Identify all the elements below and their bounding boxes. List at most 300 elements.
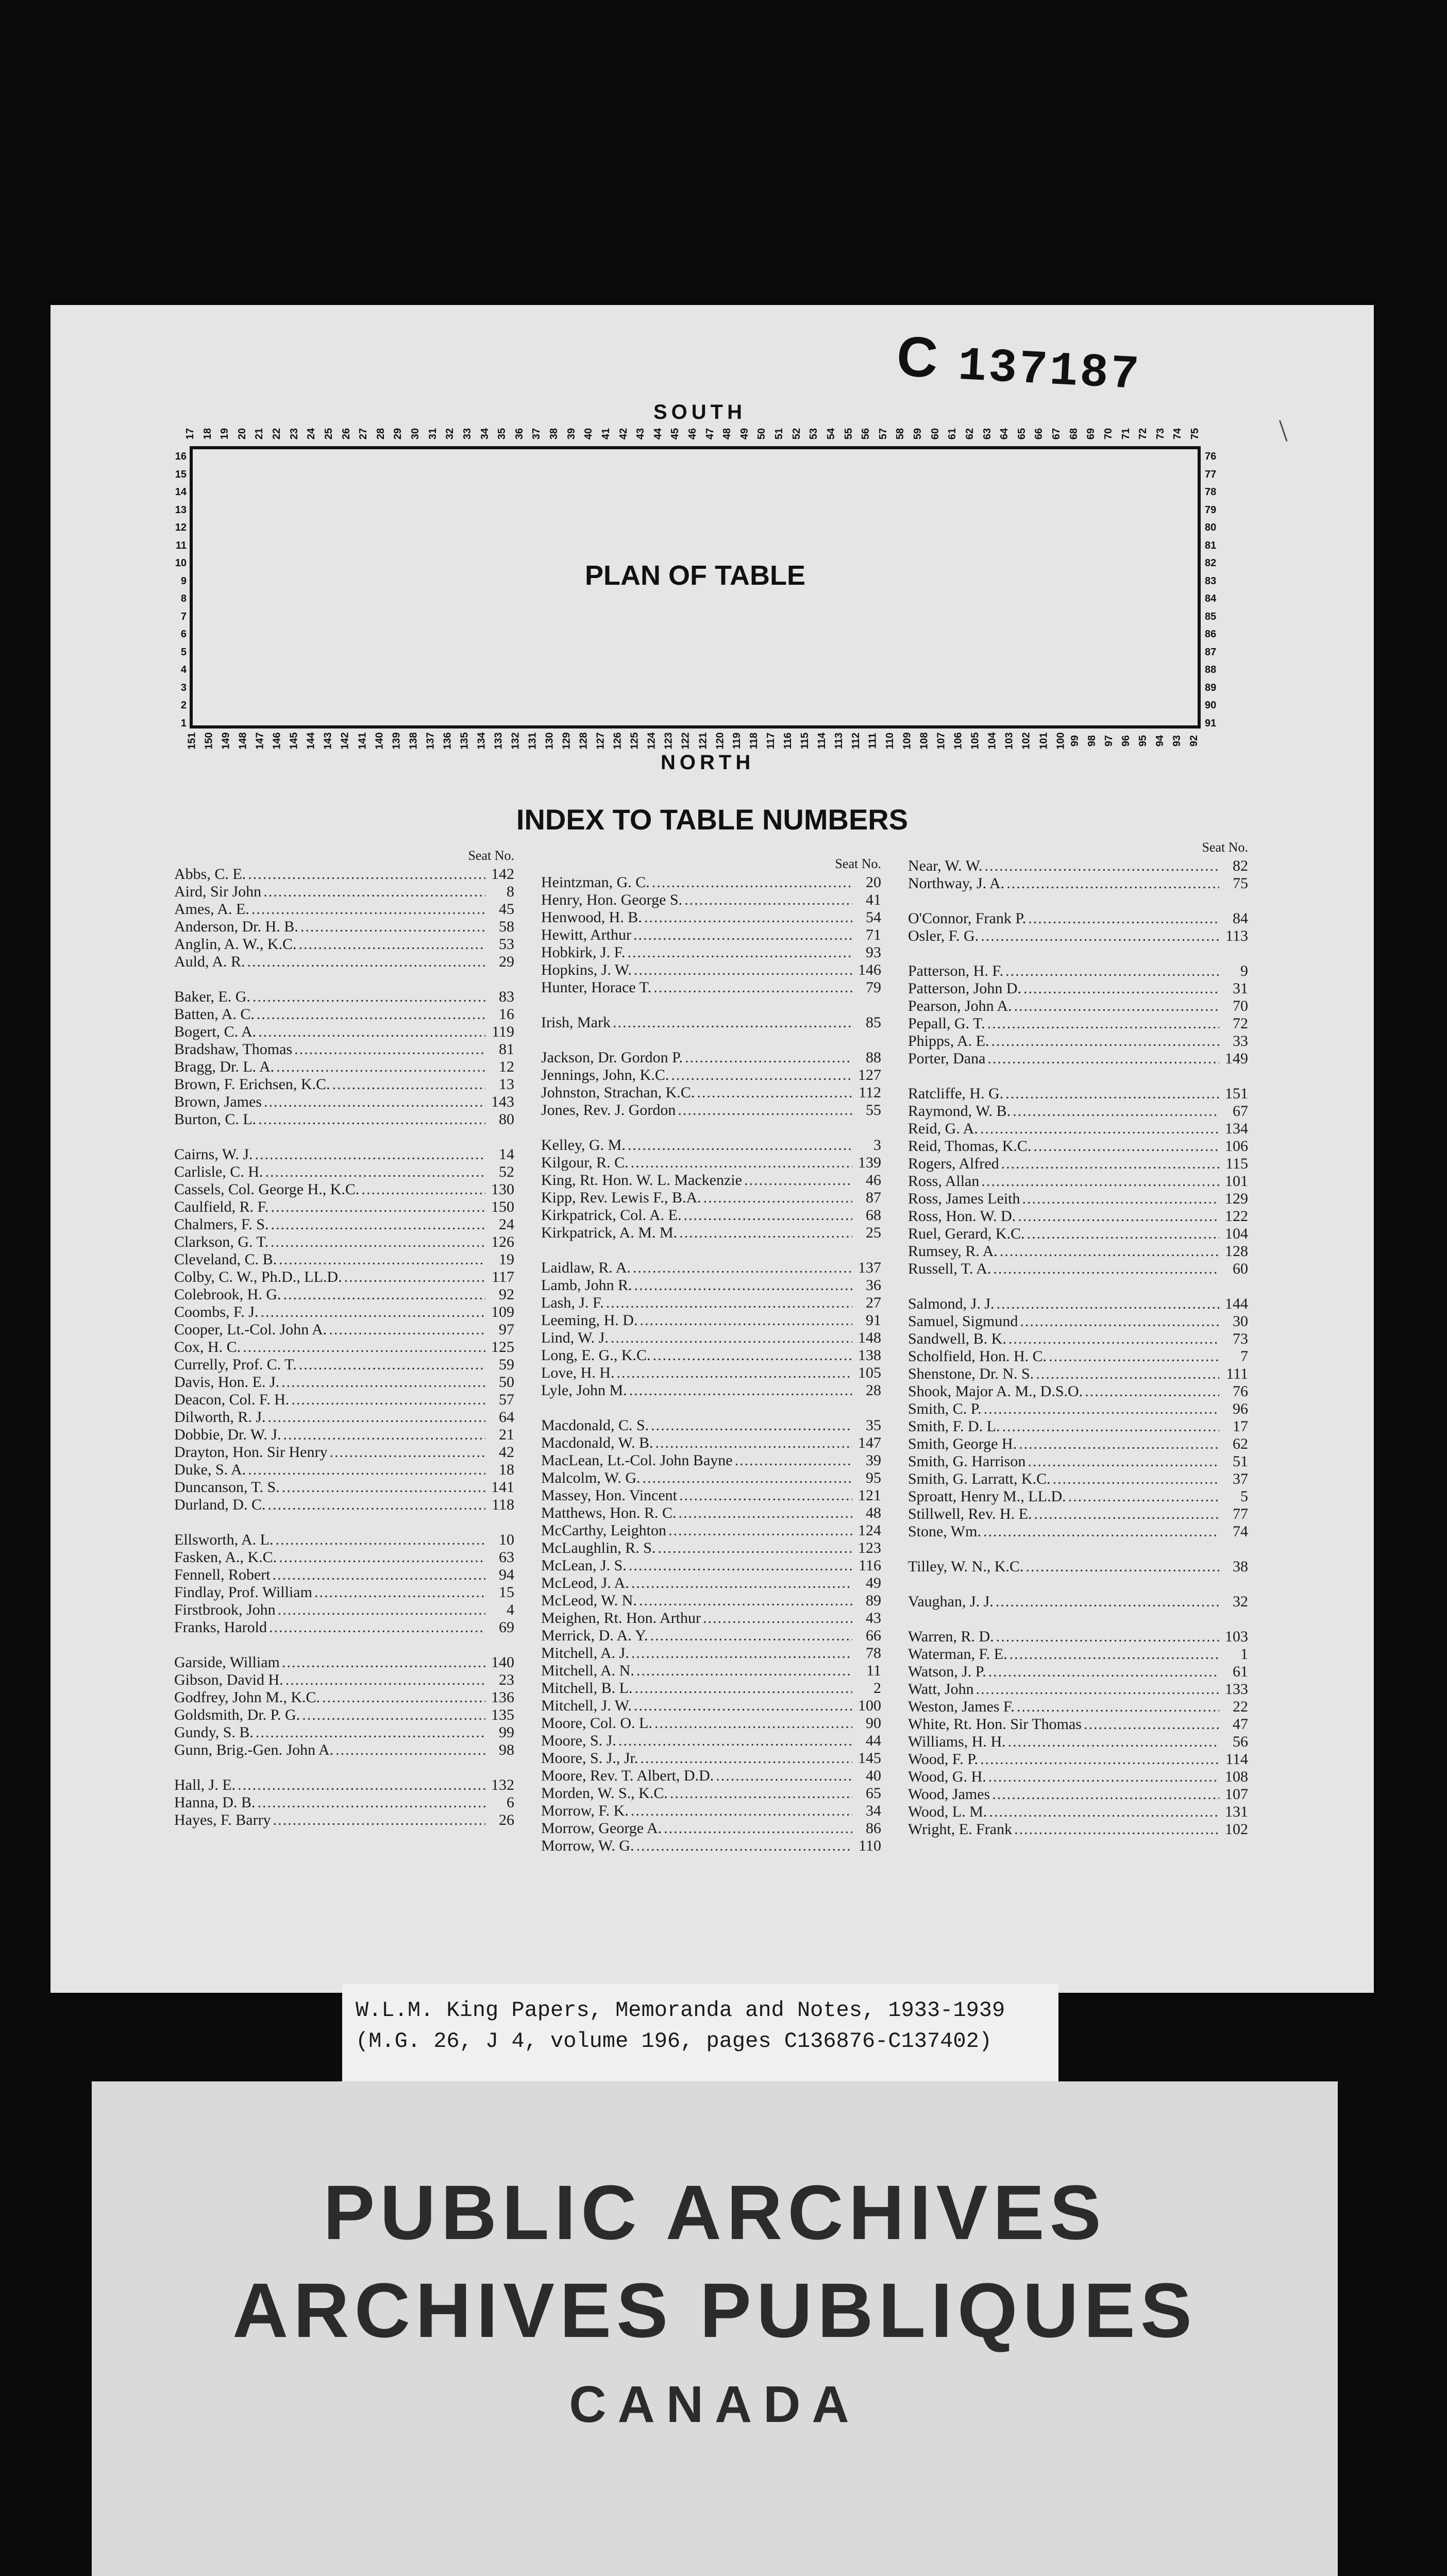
entry-name: Ellsworth, A. L. bbox=[174, 1531, 274, 1548]
seat-number: 9 bbox=[180, 575, 187, 587]
leader-dots bbox=[299, 1356, 485, 1374]
entry-name: Firstbrook, John bbox=[174, 1601, 276, 1618]
index-entry bbox=[541, 1049, 881, 1066]
leader-dots bbox=[679, 1224, 852, 1242]
leader-dots bbox=[633, 1259, 852, 1277]
entry-seat-number: 129 bbox=[1225, 1190, 1248, 1207]
leader-dots bbox=[238, 1776, 485, 1794]
entry-seat-number: 51 bbox=[1233, 1453, 1248, 1470]
entry-seat-number: 142 bbox=[491, 866, 514, 883]
leader-dots bbox=[1023, 980, 1219, 997]
entry-seat-number: 17 bbox=[1233, 1418, 1248, 1435]
seat-number: 29 bbox=[392, 428, 404, 440]
leader-dots bbox=[735, 1452, 852, 1469]
leader-dots bbox=[679, 1487, 852, 1504]
index-entry bbox=[541, 1487, 881, 1504]
index-entry bbox=[541, 1347, 881, 1364]
seat-number: 58 bbox=[895, 428, 906, 440]
leader-dots bbox=[634, 961, 852, 979]
leader-dots bbox=[1008, 1330, 1219, 1348]
index-entry bbox=[174, 1374, 514, 1391]
entry-name: Stillwell, Rev. H. E. bbox=[908, 1505, 1032, 1522]
index-entry bbox=[908, 927, 1248, 945]
leader-dots bbox=[983, 1523, 1219, 1540]
leader-dots bbox=[1085, 1383, 1219, 1400]
entry-seat-number: 115 bbox=[1225, 1155, 1248, 1172]
entry-seat-number: 21 bbox=[499, 1426, 514, 1443]
letter-group-gap bbox=[541, 1399, 881, 1417]
entry-name: Porter, Dana bbox=[908, 1050, 986, 1067]
seat-number: 124 bbox=[646, 732, 658, 750]
entry-seat-number: 85 bbox=[866, 1014, 881, 1031]
entry-name: Stone, Wm. bbox=[908, 1523, 981, 1540]
entry-name: Scholfield, Hon. H. C. bbox=[908, 1348, 1047, 1365]
entry-name: Gundy, S. B. bbox=[174, 1724, 254, 1741]
index-entry bbox=[541, 1014, 881, 1031]
leader-dots bbox=[670, 1785, 852, 1802]
entry-name: Weston, James F. bbox=[908, 1698, 1015, 1715]
entry-name: Kilgour, R. C. bbox=[541, 1154, 629, 1171]
index-entry bbox=[174, 1566, 514, 1584]
leader-dots bbox=[1013, 1103, 1219, 1120]
entry-seat-number: 25 bbox=[866, 1224, 881, 1241]
entry-seat-number: 61 bbox=[1233, 1663, 1248, 1680]
seat-number: 33 bbox=[462, 428, 474, 440]
entry-seat-number: 123 bbox=[858, 1539, 881, 1556]
leader-dots bbox=[258, 1111, 485, 1128]
index-entry bbox=[541, 1557, 881, 1574]
index-entry bbox=[174, 1181, 514, 1198]
entry-name: Waterman, F. E. bbox=[908, 1646, 1007, 1663]
entry-name: Anglin, A. W., K.C. bbox=[174, 936, 297, 953]
index-entry bbox=[908, 1751, 1248, 1768]
leader-dots bbox=[1053, 1470, 1219, 1488]
leader-dots bbox=[329, 1321, 485, 1338]
entry-name: Lash, J. F. bbox=[541, 1294, 604, 1311]
seat-number: 56 bbox=[860, 428, 872, 440]
plan-title: PLAN OF TABLE bbox=[585, 560, 805, 591]
seat-number: 83 bbox=[1205, 575, 1217, 587]
leader-dots bbox=[991, 1032, 1219, 1050]
entry-name: Ross, Hon. W. D. bbox=[908, 1208, 1016, 1225]
leader-dots bbox=[1000, 1243, 1219, 1260]
entry-seat-number: 27 bbox=[866, 1294, 881, 1311]
seat-number: 101 bbox=[1038, 732, 1050, 750]
leader-dots bbox=[335, 1741, 485, 1759]
index-entry bbox=[908, 1716, 1248, 1733]
entry-seat-number: 20 bbox=[866, 874, 881, 891]
seat-number: 86 bbox=[1205, 629, 1217, 640]
seat-number: 67 bbox=[1051, 428, 1063, 440]
letter-group-gap bbox=[541, 1119, 881, 1137]
seat-number: 3 bbox=[180, 682, 187, 693]
leader-dots bbox=[243, 1338, 485, 1356]
index-entry bbox=[541, 1277, 881, 1294]
seat-number: 42 bbox=[617, 428, 629, 440]
seat-number: 118 bbox=[748, 732, 760, 750]
seat-number: 71 bbox=[1120, 428, 1132, 440]
index-entry bbox=[908, 1225, 1248, 1243]
entry-seat-number: 136 bbox=[491, 1689, 514, 1706]
entry-seat-number: 34 bbox=[866, 1802, 881, 1819]
seat-number: 122 bbox=[680, 732, 692, 750]
seat-number: 107 bbox=[935, 732, 947, 750]
leader-dots bbox=[332, 1076, 485, 1093]
index-entry bbox=[908, 1015, 1248, 1032]
entry-name: Wood, G. H. bbox=[908, 1768, 986, 1785]
entry-seat-number: 3 bbox=[873, 1137, 881, 1154]
entry-name: Lyle, John M. bbox=[541, 1382, 627, 1399]
entry-seat-number: 42 bbox=[499, 1444, 514, 1461]
entry-seat-number: 19 bbox=[499, 1251, 514, 1268]
leader-dots bbox=[655, 1434, 853, 1452]
entry-name: Davis, Hon. E. J. bbox=[174, 1374, 280, 1391]
index-entry bbox=[174, 1671, 514, 1689]
entry-name: Goldsmith, Dr. P. G. bbox=[174, 1706, 300, 1723]
index-entry bbox=[908, 1698, 1248, 1716]
seat-number: 136 bbox=[442, 732, 453, 750]
entry-seat-number: 125 bbox=[491, 1338, 514, 1355]
entry-name: Bragg, Dr. L. A. bbox=[174, 1058, 275, 1075]
leader-dots bbox=[653, 979, 852, 996]
seat-number: 61 bbox=[947, 428, 958, 440]
seat-number: 119 bbox=[731, 732, 743, 750]
entry-seat-number: 1 bbox=[1240, 1646, 1248, 1663]
leader-dots bbox=[1036, 1365, 1219, 1383]
entry-name: Patterson, H. F. bbox=[908, 962, 1004, 979]
index-entry bbox=[174, 1619, 514, 1636]
entry-name: McLaughlin, R. S. bbox=[541, 1539, 656, 1556]
entry-seat-number: 144 bbox=[1225, 1295, 1248, 1312]
leader-dots bbox=[322, 1689, 485, 1706]
seat-number: 141 bbox=[357, 732, 368, 750]
entry-seat-number: 15 bbox=[499, 1584, 514, 1601]
index-entry bbox=[908, 1786, 1248, 1803]
seat-number: 88 bbox=[1205, 664, 1217, 676]
entry-seat-number: 130 bbox=[491, 1181, 514, 1198]
entry-seat-number: 143 bbox=[491, 1093, 514, 1110]
caption-line-1: W.L.M. King Papers, Memoranda and Notes, 1933-1939 bbox=[356, 1998, 1005, 2023]
leader-dots bbox=[1008, 1733, 1219, 1751]
leader-dots bbox=[997, 1295, 1219, 1313]
seat-number: 57 bbox=[877, 428, 889, 440]
leader-dots bbox=[282, 1654, 485, 1671]
entry-name: Mitchell, B. L. bbox=[541, 1680, 633, 1697]
index-entry bbox=[908, 1453, 1248, 1470]
seat-number: 36 bbox=[513, 428, 525, 440]
seat-number: 134 bbox=[476, 732, 487, 750]
entry-name: Auld, A. R. bbox=[174, 953, 245, 970]
entry-seat-number: 29 bbox=[499, 953, 514, 970]
seat-number: 76 bbox=[1205, 451, 1217, 462]
leader-dots bbox=[631, 1645, 852, 1662]
entry-name: Jackson, Dr. Gordon P. bbox=[541, 1049, 683, 1066]
index-entry bbox=[541, 961, 881, 979]
index-entry bbox=[541, 944, 881, 961]
entry-seat-number: 10 bbox=[499, 1531, 514, 1548]
entry-seat-number: 11 bbox=[866, 1662, 881, 1679]
index-entry bbox=[174, 1444, 514, 1461]
entry-seat-number: 48 bbox=[866, 1504, 881, 1521]
entry-name: Rogers, Alfred bbox=[908, 1155, 999, 1172]
leader-dots bbox=[636, 1837, 852, 1855]
entry-seat-number: 81 bbox=[499, 1041, 514, 1058]
letter-group-gap bbox=[541, 996, 881, 1014]
seat-number: 21 bbox=[254, 428, 265, 440]
seat-number: 60 bbox=[929, 428, 941, 440]
letter-group-gap bbox=[174, 1759, 514, 1776]
index-entry bbox=[908, 1470, 1248, 1488]
seat-number: 111 bbox=[867, 733, 879, 749]
leader-dots bbox=[639, 1592, 852, 1609]
entry-seat-number: 126 bbox=[491, 1233, 514, 1250]
index-entry bbox=[541, 1382, 881, 1399]
leader-dots bbox=[1017, 1698, 1219, 1716]
seat-number: 43 bbox=[635, 428, 647, 440]
entry-seat-number: 60 bbox=[1233, 1260, 1248, 1277]
leader-dots bbox=[658, 1539, 853, 1557]
seat-number: 1 bbox=[180, 718, 187, 729]
entry-seat-number: 112 bbox=[859, 1084, 881, 1101]
leader-dots bbox=[257, 1794, 485, 1811]
entry-seat-number: 104 bbox=[1225, 1225, 1248, 1242]
index-entry bbox=[908, 980, 1248, 997]
letter-group-gap bbox=[908, 1575, 1248, 1593]
seat-number: 113 bbox=[833, 732, 845, 750]
entry-name: McLean, J. S. bbox=[541, 1557, 627, 1574]
entry-name: McLeod, W. N. bbox=[541, 1592, 637, 1609]
leader-dots bbox=[271, 1216, 485, 1233]
leader-dots bbox=[251, 901, 485, 918]
seat-number: 80 bbox=[1205, 522, 1217, 534]
seat-number: 115 bbox=[799, 732, 811, 750]
seat-number: 95 bbox=[1137, 735, 1149, 747]
leader-dots bbox=[634, 1277, 852, 1294]
entry-seat-number: 46 bbox=[866, 1172, 881, 1189]
entry-seat-number: 22 bbox=[1233, 1698, 1248, 1715]
leader-dots bbox=[618, 1732, 852, 1750]
leader-dots bbox=[984, 1400, 1219, 1418]
index-entry bbox=[174, 1549, 514, 1566]
entry-name: Mitchell, A. J. bbox=[541, 1645, 629, 1662]
index-entry bbox=[908, 1593, 1248, 1611]
seat-number: 148 bbox=[237, 732, 249, 750]
entry-name: Russell, T. A. bbox=[908, 1260, 991, 1277]
index-entry bbox=[541, 979, 881, 996]
index-entry bbox=[541, 926, 881, 944]
entry-seat-number: 94 bbox=[499, 1566, 514, 1583]
leader-dots bbox=[271, 1233, 485, 1251]
leader-dots bbox=[1002, 1418, 1219, 1435]
entry-name: Clarkson, G. T. bbox=[174, 1233, 269, 1250]
entry-name: Cox, H. C. bbox=[174, 1338, 241, 1355]
entry-seat-number: 103 bbox=[1225, 1628, 1248, 1645]
index-entry bbox=[174, 1409, 514, 1426]
leader-dots bbox=[653, 1347, 853, 1364]
entry-seat-number: 118 bbox=[492, 1496, 514, 1513]
archives-line-country: CANADA bbox=[569, 2376, 861, 2433]
entry-name: Jones, Rev. J. Gordon bbox=[541, 1101, 676, 1118]
leader-dots bbox=[643, 1469, 853, 1487]
entry-name: Smith, George H. bbox=[908, 1435, 1017, 1452]
entry-name: Morrow, F. K. bbox=[541, 1802, 629, 1819]
index-entry bbox=[174, 1776, 514, 1794]
index-entry bbox=[541, 891, 881, 909]
seat-number: 10 bbox=[175, 557, 187, 569]
seat-number: 135 bbox=[459, 732, 470, 750]
document-page bbox=[51, 305, 1374, 1993]
entry-name: Watson, J. P. bbox=[908, 1663, 986, 1680]
index-entry bbox=[541, 1207, 881, 1224]
letter-group-gap bbox=[174, 1128, 514, 1146]
entry-name: Smith, C. P. bbox=[908, 1400, 982, 1417]
entry-name: King, Rt. Hon. W. L. Mackenzie bbox=[541, 1172, 742, 1189]
seat-number: 121 bbox=[697, 732, 709, 750]
index-entry bbox=[541, 1417, 881, 1434]
entry-seat-number: 31 bbox=[1233, 980, 1248, 997]
letter-group-gap bbox=[541, 1242, 881, 1259]
index-entry bbox=[541, 1101, 881, 1119]
entry-seat-number: 54 bbox=[866, 909, 881, 926]
entry-seat-number: 150 bbox=[491, 1198, 514, 1215]
entry-seat-number: 33 bbox=[1233, 1032, 1248, 1049]
entry-name: Warren, R. D. bbox=[908, 1628, 994, 1645]
entry-seat-number: 91 bbox=[866, 1312, 881, 1329]
entry-name: Deacon, Col. F. H. bbox=[174, 1391, 290, 1408]
seat-number: 140 bbox=[374, 732, 385, 750]
entry-name: Caulfield, R. F. bbox=[174, 1198, 269, 1215]
seat-number: 114 bbox=[816, 732, 828, 750]
seat-number: 93 bbox=[1171, 735, 1183, 747]
index-entry bbox=[541, 1609, 881, 1627]
entry-name: Ames, A. E. bbox=[174, 901, 249, 918]
entry-seat-number: 52 bbox=[499, 1163, 514, 1180]
index-entry bbox=[908, 1155, 1248, 1173]
entry-seat-number: 110 bbox=[859, 1837, 881, 1854]
leader-dots bbox=[361, 1181, 485, 1198]
index-entry bbox=[541, 1802, 881, 1820]
index-entry bbox=[541, 1084, 881, 1101]
entry-name: Johnston, Strachan, K.C. bbox=[541, 1084, 695, 1101]
seat-number: 72 bbox=[1137, 428, 1149, 440]
archives-line-fr: ARCHIVES PUBLIQUES bbox=[232, 2267, 1197, 2353]
entry-name: Morrow, George A. bbox=[541, 1820, 662, 1837]
seat-number: 90 bbox=[1205, 700, 1217, 711]
index-entry bbox=[908, 1681, 1248, 1698]
index-entry bbox=[541, 1539, 881, 1557]
leader-dots bbox=[263, 883, 485, 901]
seat-number: 35 bbox=[496, 428, 508, 440]
seat-number: 27 bbox=[358, 428, 369, 440]
entry-seat-number: 127 bbox=[858, 1066, 881, 1083]
seat-number: 68 bbox=[1068, 428, 1080, 440]
index-entry bbox=[174, 936, 514, 953]
index-entry bbox=[908, 1243, 1248, 1260]
entry-name: Moore, S. J., Jr. bbox=[541, 1750, 638, 1767]
seat-number: 24 bbox=[306, 428, 317, 440]
entry-name: Cleveland, C. B. bbox=[174, 1251, 277, 1268]
leader-dots bbox=[256, 1724, 485, 1741]
seat-number: 127 bbox=[595, 732, 607, 750]
entry-seat-number: 93 bbox=[866, 944, 881, 961]
leader-dots bbox=[989, 1803, 1219, 1821]
entry-seat-number: 58 bbox=[499, 918, 514, 935]
index-entry bbox=[174, 1321, 514, 1338]
plan-of-table bbox=[190, 446, 1201, 728]
plan-north-label: NORTH bbox=[661, 751, 755, 774]
index-entry bbox=[174, 1146, 514, 1163]
entry-seat-number: 63 bbox=[499, 1549, 514, 1566]
entry-name: Henwood, H. B. bbox=[541, 909, 642, 926]
leader-dots bbox=[260, 1303, 485, 1321]
entry-name: Gunn, Brig.-Gen. John A. bbox=[174, 1741, 334, 1758]
index-entry bbox=[908, 1190, 1248, 1208]
index-entry bbox=[174, 1794, 514, 1811]
entry-seat-number: 70 bbox=[1233, 997, 1248, 1014]
entry-name: Batten, A. C. bbox=[174, 1006, 255, 1023]
entry-name: Ruel, Gerard, K.C. bbox=[908, 1225, 1025, 1242]
index-entry bbox=[541, 1137, 881, 1154]
leader-dots bbox=[634, 1680, 852, 1697]
leader-dots bbox=[314, 1584, 485, 1601]
entry-name: McLeod, J. A. bbox=[541, 1574, 629, 1591]
index-entry bbox=[174, 901, 514, 918]
entry-seat-number: 57 bbox=[499, 1391, 514, 1408]
entry-seat-number: 56 bbox=[1233, 1733, 1248, 1750]
entry-name: Hanna, D. B. bbox=[174, 1794, 256, 1811]
plan-south-label: SOUTH bbox=[653, 401, 746, 423]
entry-seat-number: 66 bbox=[866, 1627, 881, 1644]
index-entry bbox=[908, 875, 1248, 892]
leader-dots bbox=[1022, 1190, 1220, 1208]
entry-name: Matthews, Hon. R. C. bbox=[541, 1504, 677, 1521]
leader-dots bbox=[993, 1260, 1219, 1278]
seat-number: 104 bbox=[987, 732, 999, 750]
entry-name: Anderson, Dr. H. B. bbox=[174, 918, 298, 935]
seat-number: 73 bbox=[1154, 428, 1166, 440]
index-entry bbox=[174, 1338, 514, 1356]
entry-seat-number: 141 bbox=[491, 1479, 514, 1496]
seat-number: 116 bbox=[782, 732, 794, 750]
index-entry bbox=[541, 1680, 881, 1697]
entry-name: Findlay, Prof. William bbox=[174, 1584, 312, 1601]
index-entry bbox=[541, 1364, 881, 1382]
seat-number: 99 bbox=[1069, 735, 1081, 747]
index-entry bbox=[174, 1058, 514, 1076]
entry-name: Reid, Thomas, K.C. bbox=[908, 1138, 1032, 1155]
seat-number: 138 bbox=[408, 732, 419, 750]
index-entry bbox=[908, 1435, 1248, 1453]
entry-name: Moore, Col. O. L. bbox=[541, 1715, 652, 1732]
leader-dots bbox=[1019, 1435, 1219, 1453]
seat-number: 39 bbox=[565, 428, 577, 440]
entry-name: Franks, Harold bbox=[174, 1619, 267, 1636]
leader-dots bbox=[668, 1522, 852, 1539]
leader-dots bbox=[744, 1172, 852, 1189]
index-title: INDEX TO TABLE NUMBERS bbox=[516, 803, 908, 836]
entry-name: Smith, F. D. L. bbox=[908, 1418, 1000, 1435]
entry-name: Coombs, F. J. bbox=[174, 1303, 259, 1320]
entry-seat-number: 76 bbox=[1233, 1383, 1248, 1400]
index-entry bbox=[174, 1584, 514, 1601]
index-entry bbox=[174, 1286, 514, 1303]
index-entry bbox=[541, 1574, 881, 1592]
leader-dots bbox=[654, 1715, 852, 1732]
seat-number: 5 bbox=[180, 646, 187, 658]
entry-name: Carlisle, C. H. bbox=[174, 1163, 263, 1180]
seat-number: 128 bbox=[578, 732, 590, 750]
seat-number: 100 bbox=[1055, 732, 1067, 750]
